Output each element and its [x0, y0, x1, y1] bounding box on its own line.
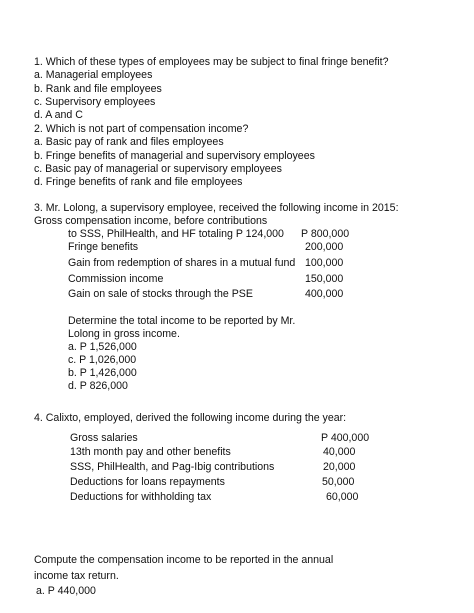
q1-option-d: d. A and C: [34, 109, 83, 121]
q4-row-amount: 50,000: [322, 476, 355, 488]
q3-option-a: a. P 1,526,000: [68, 341, 137, 353]
q3-row-amount: P 800,000: [301, 228, 350, 240]
q1-option-a: a. Managerial employees: [34, 69, 153, 81]
q1-option-b: b. Rank and file employees: [34, 83, 162, 95]
q4-question-line2: income tax return.: [34, 570, 119, 582]
q3-row-label: Commission income: [68, 273, 164, 285]
q3-row-amount: 200,000: [305, 241, 344, 253]
q1-option-c: c. Supervisory employees: [34, 96, 156, 108]
q3-row-amount: 100,000: [305, 257, 344, 269]
q4-row-amount: 40,000: [323, 446, 356, 458]
q3-question-line2: Lolong in gross income.: [68, 328, 180, 340]
q3-row-label: Gain on sale of stocks through the PSE: [68, 288, 253, 300]
q4-row-label: Deductions for withholding tax: [70, 491, 212, 503]
q4-row-label: SSS, PhilHealth, and Pag-Ibig contributions: [70, 461, 275, 473]
q3-question-line1: Determine the total income to be reported by Mr.: [68, 315, 296, 327]
q3-option-b: b. P 1,426,000: [68, 367, 137, 379]
q3-row-label: Fringe benefits: [68, 241, 139, 253]
q2-option-a: a. Basic pay of rank and files employees: [34, 136, 224, 148]
q4-row-amount: 60,000: [326, 491, 359, 503]
q4-row-label: Deductions for loans repayments: [70, 476, 225, 488]
q4-question-line1: Compute the compensation income to be reported in the annual: [34, 554, 334, 566]
q3-option-d: d. P 826,000: [68, 380, 128, 392]
q3-intro: 3. Mr. Lolong, a supervisory employee, received the following income in 2015:: [34, 202, 399, 214]
q1-question: 1. Which of these types of employees may be subject to final fringe benefit?: [34, 56, 389, 68]
q3-row-label: to SSS, PhilHealth, and HF totaling P 124,000: [68, 228, 284, 240]
q4-intro: 4. Calixto, employed, derived the following income during the year:: [34, 412, 347, 424]
q3-option-c: c. P 1,026,000: [68, 354, 137, 366]
q2-question: 2. Which is not part of compensation income?: [34, 123, 249, 135]
q4-row-amount: P 400,000: [321, 432, 370, 444]
q3-row-amount: 150,000: [305, 273, 344, 285]
q3-intro2: Gross compensation income, before contributions: [34, 215, 268, 227]
q2-option-b: b. Fringe benefits of managerial and supervisory employees: [34, 150, 315, 162]
q2-option-c: c. Basic pay of managerial or supervisory employees: [34, 163, 282, 175]
q4-row-label: 13th month pay and other benefits: [70, 446, 231, 458]
q2-option-d: d. Fringe benefits of rank and file employees: [34, 176, 243, 188]
q4-row-label: Gross salaries: [70, 432, 138, 444]
q4-option-a: a. P 440,000: [36, 585, 96, 597]
q4-row-amount: 20,000: [323, 461, 356, 473]
q3-row-amount: 400,000: [305, 288, 344, 300]
q3-row-label: Gain from redemption of shares in a mutual fund: [68, 257, 296, 269]
